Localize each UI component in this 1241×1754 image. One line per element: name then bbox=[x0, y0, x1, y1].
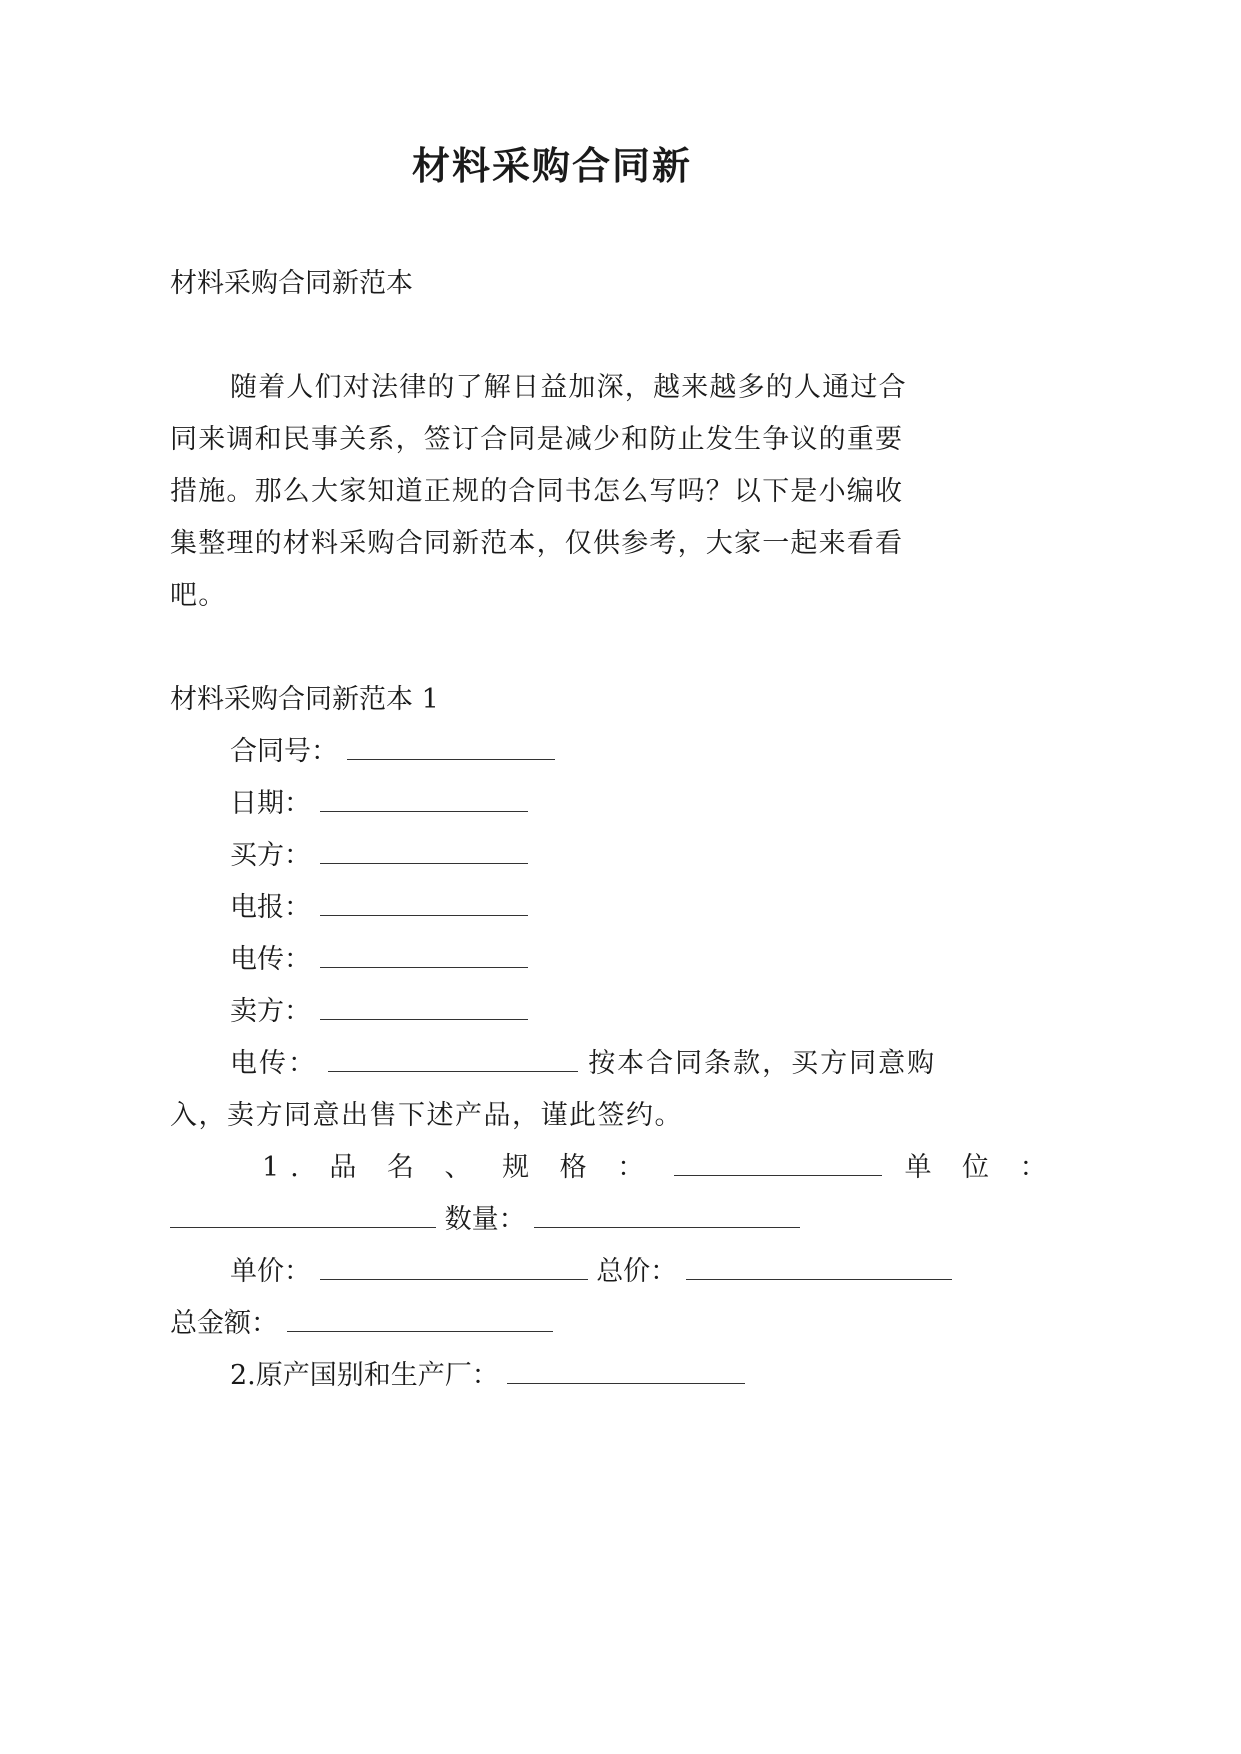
item1-total-price-blank[interactable] bbox=[686, 1257, 952, 1280]
section-heading: 材料采购合同新范本 1 bbox=[170, 684, 439, 715]
item1-total-amount-blank[interactable] bbox=[287, 1309, 553, 1332]
document-title: 材料采购合同新 bbox=[411, 143, 692, 188]
item1-total-amount-label: 总金额： bbox=[170, 1308, 278, 1339]
buyer-blank[interactable] bbox=[320, 841, 528, 864]
intro-line: 措施。那么大家知道正规的合同书怎么写吗？以下是小编收 bbox=[170, 476, 904, 507]
buyer-fax-blank[interactable] bbox=[320, 945, 528, 968]
buyer-row bbox=[230, 836, 1000, 876]
item1-quantity-row bbox=[170, 1200, 940, 1240]
buyer-label: 买方： bbox=[230, 840, 311, 871]
contract-number-row bbox=[230, 732, 1000, 772]
contract-number-blank[interactable] bbox=[347, 737, 555, 760]
item1-quantity-label: 数量： bbox=[444, 1204, 526, 1235]
intro-line: 集整理的材料采购合同新范本，仅供参考，大家一起来看看 bbox=[170, 528, 904, 559]
date-blank[interactable] bbox=[320, 789, 528, 812]
item1-unit-price-label: 单价： bbox=[230, 1256, 311, 1287]
item1-spec-blank[interactable] bbox=[674, 1153, 882, 1176]
item1-price-row bbox=[230, 1252, 1000, 1292]
item1-quantity-blank[interactable] bbox=[534, 1205, 800, 1228]
intro-line: 吧。 bbox=[170, 580, 227, 611]
seller-fax-label: 电传： bbox=[230, 1048, 317, 1079]
buyer-fax-label: 电传： bbox=[230, 944, 311, 975]
telegram-row bbox=[230, 888, 1000, 928]
intro-line: 同来调和民事关系，签订合同是减少和防止发生争议的重要 bbox=[170, 424, 904, 455]
item2-origin-label: 2.原产国别和生产厂： bbox=[230, 1360, 499, 1391]
buyer-fax-row bbox=[230, 940, 1000, 980]
seller-label: 卖方： bbox=[230, 996, 311, 1027]
item2-origin-row bbox=[230, 1356, 1000, 1396]
date-row bbox=[230, 784, 1000, 824]
item1-unit-label: 单 位 ： bbox=[904, 1152, 1058, 1183]
agreement-line-2: 入，卖方同意出售下述产品，谨此签约。 bbox=[170, 1100, 683, 1131]
intro-paragraph bbox=[170, 362, 940, 622]
telegram-label: 电报： bbox=[230, 892, 311, 923]
seller-row bbox=[230, 992, 1000, 1032]
document-subtitle: 材料采购合同新范本 bbox=[170, 268, 413, 299]
seller-blank[interactable] bbox=[320, 997, 528, 1020]
item1-total-amount-row bbox=[170, 1304, 940, 1344]
intro-line: 随着人们对法律的了解日益加深，越来越多的人通过合 bbox=[230, 372, 907, 403]
seller-fax-blank[interactable] bbox=[328, 1049, 578, 1072]
contract-number-label: 合同号： bbox=[230, 736, 338, 767]
date-label: 日期： bbox=[230, 788, 311, 819]
telegram-blank[interactable] bbox=[320, 893, 528, 916]
item1-spec-label: 1. 品 名 、 规 格 ： bbox=[262, 1152, 656, 1183]
item1-spec-row bbox=[262, 1148, 1058, 1188]
item1-unit-price-blank[interactable] bbox=[320, 1257, 588, 1280]
item1-total-price-label: 总价： bbox=[596, 1256, 678, 1287]
item2-origin-blank[interactable] bbox=[507, 1361, 745, 1384]
item1-unit-blank[interactable] bbox=[170, 1205, 436, 1228]
agreement-text: 按本合同条款，买方同意购 bbox=[588, 1048, 937, 1079]
seller-fax-row bbox=[230, 1044, 1000, 1084]
